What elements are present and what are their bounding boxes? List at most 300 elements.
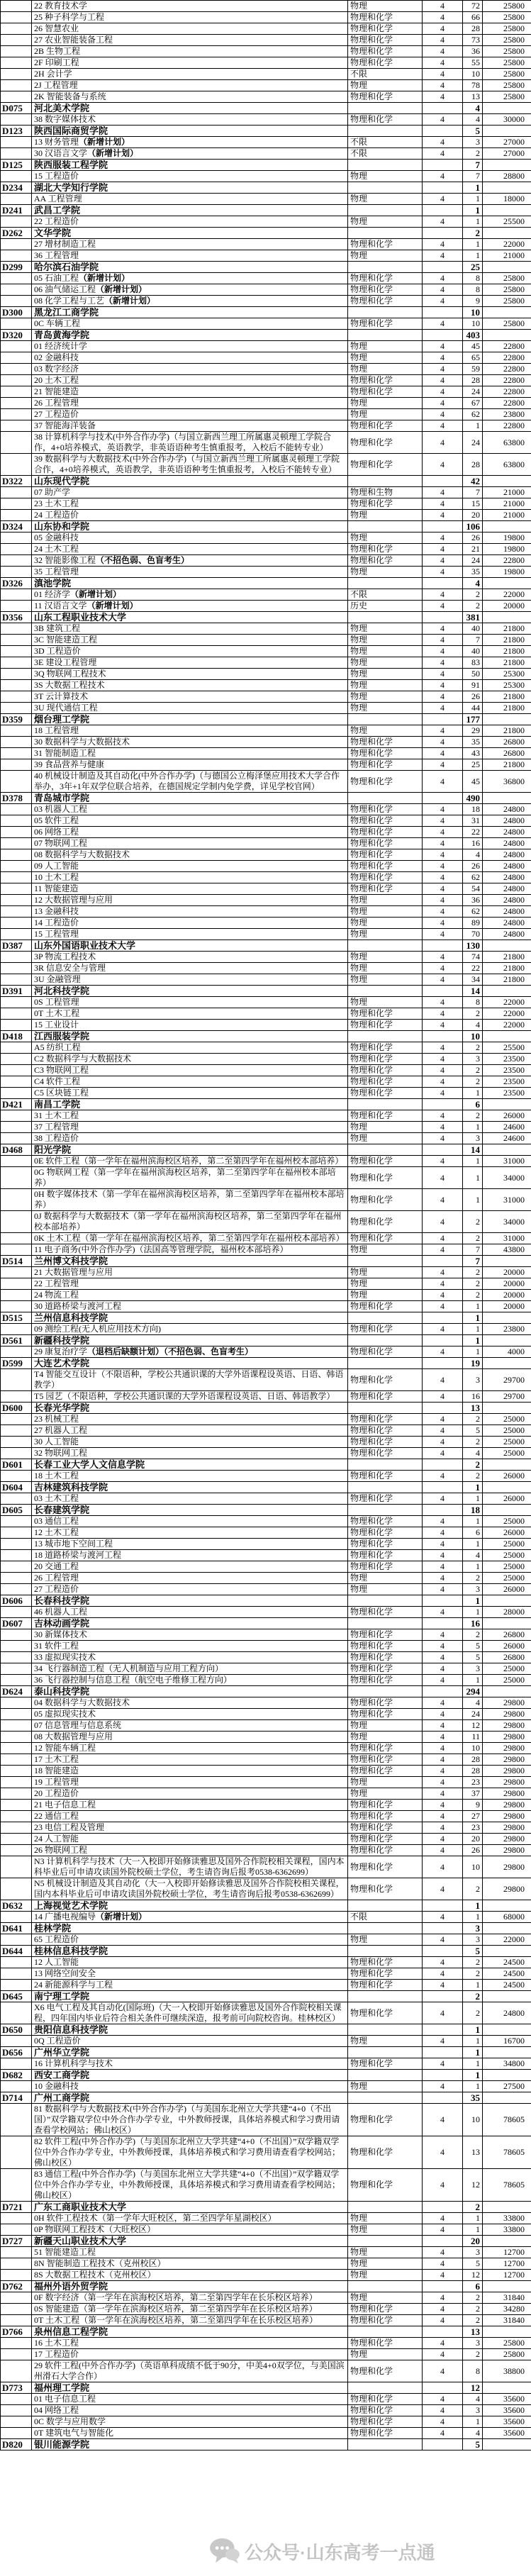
tuition-fee: 29800: [483, 1766, 531, 1777]
empty-code-cell: [1, 759, 32, 771]
tuition-fee: 21000: [483, 510, 531, 521]
tuition-fee: 38800: [483, 2360, 531, 2382]
tuition-fee: 29800: [483, 1754, 531, 1766]
school-row: [1, 2047, 531, 2058]
empty-code-cell: [1, 725, 32, 737]
major-name: 27 工程造价: [32, 409, 348, 420]
major-name: 04 数据科学与大数据技术: [32, 1697, 348, 1709]
school-row: [1, 2439, 531, 2450]
school-code: D601: [1, 1459, 32, 1471]
major-row: [1, 1732, 531, 1743]
study-years: 4: [423, 1324, 463, 1335]
school-total-quota: 1: [463, 1900, 483, 1912]
tuition-fee: 16700: [483, 2036, 531, 2047]
major-name: 24 新能源科学与工程: [32, 1980, 348, 1991]
major-name: 36 工程管理: [32, 250, 348, 262]
empty-code-cell: [1, 589, 32, 601]
school-total-quota: 16: [463, 1618, 483, 1629]
fee-cell: [483, 1256, 531, 1267]
school-row: [1, 1595, 531, 1607]
plan-quota: 2: [463, 1110, 483, 1122]
subject-requirement: 物理和化学: [348, 804, 423, 815]
fee-cell: [483, 307, 531, 318]
major-row: [1, 748, 531, 759]
major-name: 05 金融科技: [32, 533, 348, 544]
subject-requirement: 物理: [348, 1934, 423, 1946]
fee-cell: [483, 330, 531, 341]
major-name: 0C 数学与应用数学: [32, 2416, 348, 2428]
school-code: D682: [1, 2070, 32, 2081]
major-name: 30 人工智能: [32, 1437, 348, 1448]
school-name: 江西服装学院: [32, 1031, 348, 1042]
major-name: 3P 物流工程技术: [32, 952, 348, 963]
empty-code-cell: [1, 2104, 32, 2136]
plan-quota: 40: [463, 623, 483, 635]
study-years: 4: [423, 2224, 463, 2236]
major-row: [1, 1584, 531, 1595]
empty-code-cell: [1, 2304, 32, 2315]
subject-cell: [348, 1991, 423, 2002]
subject-cell: [348, 126, 423, 137]
major-name: 20 工程造价: [32, 1788, 348, 1800]
years-cell: [423, 1482, 463, 1493]
school-name: 陕西服装工程学院: [32, 160, 348, 171]
school-name: 广东工商职业技术大学: [32, 2202, 348, 2213]
major-row: [1, 432, 531, 454]
plan-quota: 4: [463, 1448, 483, 1459]
study-years: 4: [423, 737, 463, 748]
fee-cell: [483, 521, 531, 533]
empty-code-cell: [1, 963, 32, 974]
tuition-fee: 63800: [483, 432, 531, 454]
plan-quota: 3: [463, 1663, 483, 1675]
empty-code-cell: [1, 623, 32, 635]
major-name: 32 智能影像工程（不招色弱、色盲考生）: [32, 555, 348, 567]
plan-quota: 62: [463, 872, 483, 883]
plan-quota: 34: [463, 974, 483, 986]
major-name: 0H 软件工程技术（第一学年大旺校区，第二至四学年星湖校区）: [32, 2213, 348, 2224]
major-row: [1, 635, 531, 646]
tuition-fee: 24500: [483, 1968, 531, 1980]
tuition-fee: 29800: [483, 1834, 531, 1845]
empty-code-cell: [1, 2002, 32, 2024]
tuition-fee: 30000: [483, 114, 531, 126]
major-name: 24 物流工程: [32, 1290, 348, 1301]
tuition-fee: 23500: [483, 1065, 531, 1076]
school-total-quota: 381: [463, 612, 483, 623]
major-row: [1, 1561, 531, 1573]
school-total-quota: 1: [463, 2024, 483, 2036]
plan-quota: 1: [463, 239, 483, 250]
plan-quota: 22: [463, 827, 483, 838]
subject-cell: [348, 1335, 423, 1346]
subject-requirement: 物理和化学: [348, 2304, 423, 2315]
subject-cell: [348, 182, 423, 194]
school-row: [1, 1900, 531, 1912]
fee-cell: [483, 1991, 531, 2002]
major-name: 05 软件工程: [32, 815, 348, 827]
plan-quota: 2: [463, 1278, 483, 1290]
study-years: 4: [423, 352, 463, 364]
years-cell: [423, 714, 463, 725]
tuition-fee: 24600: [483, 1122, 531, 1133]
subject-cell: [348, 714, 423, 725]
tuition-fee: 22000: [483, 997, 531, 1008]
school-total-quota: 6: [463, 2281, 483, 2292]
plan-quota: 55: [463, 57, 483, 69]
major-row: [1, 2136, 531, 2169]
major-row: [1, 974, 531, 986]
plan-quota: 72: [463, 1, 483, 12]
school-row: [1, 1256, 531, 1267]
subject-requirement: 物理和化学: [348, 748, 423, 759]
study-years: 4: [423, 1042, 463, 1054]
subject-requirement: 物理: [348, 533, 423, 544]
major-name: 3B 建筑工程: [32, 623, 348, 635]
empty-code-cell: [1, 1652, 32, 1663]
plan-quota: 2: [463, 1290, 483, 1301]
subject-requirement: 物理和化学: [348, 2169, 423, 2202]
plan-quota: 1: [463, 2213, 483, 2224]
major-row: [1, 952, 531, 963]
empty-code-cell: [1, 997, 32, 1008]
study-years: 4: [423, 1754, 463, 1766]
empty-code-cell: [1, 498, 32, 510]
school-name: 湖北大学知行学院: [32, 182, 348, 194]
major-row: [1, 1189, 531, 1211]
tuition-fee: 22800: [483, 398, 531, 409]
major-name: 3E 建设工程管理: [32, 657, 348, 669]
study-years: 4: [423, 657, 463, 669]
study-years: 4: [423, 1573, 463, 1584]
major-name: C4 软件工程: [32, 1076, 348, 1088]
fee-cell: [483, 1595, 531, 1607]
major-row: [1, 1167, 531, 1189]
major-row: [1, 1471, 531, 1482]
major-name: 12 人工智能: [32, 1957, 348, 1968]
study-years: 4: [423, 2169, 463, 2202]
years-cell: [423, 182, 463, 194]
subject-cell: [348, 793, 423, 804]
subject-requirement: 物理和化学: [348, 1663, 423, 1675]
tuition-fee: 4000: [483, 1346, 531, 1358]
empty-code-cell: [1, 2258, 32, 2270]
school-row: [1, 2281, 531, 2292]
major-row: [1, 771, 531, 793]
empty-code-cell: [1, 1629, 32, 1641]
empty-code-cell: [1, 1822, 32, 1834]
major-name: 35 工程管理: [32, 567, 348, 578]
empty-code-cell: [1, 2349, 32, 2360]
plan-quota: 12: [463, 2169, 483, 2202]
school-name: 南宁理工学院: [32, 1991, 348, 2002]
plan-quota: 3: [463, 1054, 483, 1065]
study-years: 4: [423, 1471, 463, 1482]
tuition-fee: 24800: [483, 861, 531, 872]
major-name: 39 数据科学与大数据技术(中外合作办学)（与国立新西兰理工所属惠灵顿理工学院合作，4+0培养模式，英语教学，非英语语种考生慎重报考，入校后不能转专业）: [32, 454, 348, 476]
study-years: 4: [423, 2360, 463, 2382]
tuition-fee: 22800: [483, 386, 531, 398]
major-name: 26 工程管理: [32, 1573, 348, 1584]
study-years: 4: [423, 114, 463, 126]
major-row: [1, 1076, 531, 1088]
major-name: 36 飞行器控制与信息工程（航空电子维修工程方向）: [32, 1675, 348, 1686]
subject-requirement: 物理和化学: [348, 827, 423, 838]
tuition-fee: 29800: [483, 1878, 531, 1900]
subject-cell: [348, 986, 423, 997]
school-code: D515: [1, 1312, 32, 1324]
tuition-fee: 24800: [483, 872, 531, 883]
years-cell: [423, 2236, 463, 2247]
subject-requirement: 物理和化学: [348, 2405, 423, 2416]
plan-quota: 29: [463, 725, 483, 737]
school-code: D561: [1, 1335, 32, 1346]
study-years: 4: [423, 1076, 463, 1088]
study-years: 4: [423, 1065, 463, 1076]
school-code: D241: [1, 205, 32, 216]
major-row: [1, 364, 531, 375]
school-total-quota: 35: [463, 2092, 483, 2104]
major-name: 2B 生物工程: [32, 46, 348, 57]
study-years: 4: [423, 1980, 463, 1991]
school-total-quota: 2: [463, 1991, 483, 2002]
major-row: [1, 239, 531, 250]
school-row: [1, 476, 531, 487]
major-row: [1, 2304, 531, 2315]
major-row: [1, 1663, 531, 1675]
plan-quota: 59: [463, 364, 483, 375]
major-name: 07 信息管理与信息系统: [32, 1720, 348, 1732]
school-code: D606: [1, 1595, 32, 1607]
school-code: D234: [1, 182, 32, 194]
empty-code-cell: [1, 1133, 32, 1144]
major-name: 21 智能建造: [32, 386, 348, 398]
plan-quota: 15: [463, 498, 483, 510]
plan-quota: 1: [463, 2224, 483, 2236]
empty-code-cell: [1, 409, 32, 420]
plan-quota: 37: [463, 1788, 483, 1800]
school-row: [1, 2070, 531, 2081]
major-name: 0E 软件工程（第一学年在福州滨海校区培养，第二至第四学年在福州校本部培养）: [32, 1156, 348, 1167]
empty-code-cell: [1, 1346, 32, 1358]
empty-code-cell: [1, 114, 32, 126]
major-row: [1, 691, 531, 703]
fee-cell: [483, 1618, 531, 1629]
fee-cell: [483, 2047, 531, 2058]
subject-requirement: 物理: [348, 1244, 423, 1256]
major-row: [1, 23, 531, 35]
study-years: 4: [423, 57, 463, 69]
study-years: 4: [423, 2338, 463, 2349]
plan-quota: 1: [463, 1167, 483, 1189]
school-row: [1, 1923, 531, 1934]
subject-requirement: 物理和化学: [348, 432, 423, 454]
study-years: 4: [423, 409, 463, 420]
years-cell: [423, 1900, 463, 1912]
plan-quota: 4: [463, 1020, 483, 1031]
major-name: 18 道路桥梁与渡河工程: [32, 1550, 348, 1561]
subject-requirement: 物理和化学: [348, 883, 423, 895]
subject-requirement: 物理: [348, 657, 423, 669]
subject-cell: [348, 2382, 423, 2394]
subject-requirement: 物理和化学: [348, 1697, 423, 1709]
subject-requirement: 物理: [348, 2258, 423, 2270]
school-name: 文华学院: [32, 228, 348, 239]
subject-requirement: 不限: [348, 1912, 423, 1923]
school-total-quota: 1: [463, 1312, 483, 1324]
major-row: [1, 533, 531, 544]
major-name: 16 计算机科学与技术: [32, 2058, 348, 2070]
major-name: 30 汉语言文学（新增计划）: [32, 148, 348, 160]
fee-cell: [483, 2092, 531, 2104]
empty-code-cell: [1, 386, 32, 398]
school-name: 哈尔滨石油学院: [32, 262, 348, 273]
major-row: [1, 398, 531, 409]
school-code: D604: [1, 1482, 32, 1493]
study-years: 4: [423, 239, 463, 250]
school-row: [1, 2092, 531, 2104]
major-name: 0T 土木工程: [32, 1008, 348, 1020]
major-name: 08 大数据管理与应用: [32, 1732, 348, 1743]
school-row: [1, 940, 531, 952]
study-years: 4: [423, 341, 463, 352]
major-name: 3U 现代通信工程: [32, 703, 348, 714]
plan-quota: 1: [463, 2058, 483, 2070]
empty-code-cell: [1, 1156, 32, 1167]
subject-requirement: 物理和化学: [348, 2360, 423, 2382]
major-row: [1, 1743, 531, 1754]
major-row: [1, 997, 531, 1008]
subject-requirement: 物理和化学: [348, 2394, 423, 2405]
plan-quota: 16: [463, 1391, 483, 1403]
empty-code-cell: [1, 57, 32, 69]
subject-requirement: 物理和化学: [348, 838, 423, 849]
major-row: [1, 2058, 531, 2070]
empty-code-cell: [1, 1754, 32, 1766]
major-name: 20 交通工程: [32, 1561, 348, 1573]
subject-requirement: 物理和化学: [348, 1110, 423, 1122]
school-row: [1, 228, 531, 239]
plan-quota: 1: [463, 194, 483, 205]
study-years: 4: [423, 2247, 463, 2258]
subject-requirement: 物理和化学: [348, 1167, 423, 1189]
major-row: [1, 929, 531, 940]
empty-code-cell: [1, 1539, 32, 1550]
empty-code-cell: [1, 1584, 32, 1595]
major-name: 29 康复治疗学（退档后缺额计划）（不招色弱、色盲考生）: [32, 1346, 348, 1358]
subject-cell: [348, 940, 423, 952]
major-row: [1, 1834, 531, 1845]
years-cell: [423, 103, 463, 114]
major-name: 22 通信工程: [32, 1811, 348, 1822]
subject-requirement: 物理和化学: [348, 1800, 423, 1811]
major-name: 37 智能海洋装备: [32, 420, 348, 432]
major-row: [1, 861, 531, 872]
plan-quota: 2: [463, 601, 483, 612]
plan-quota: 26: [463, 533, 483, 544]
major-row: [1, 1957, 531, 1968]
empty-code-cell: [1, 35, 32, 46]
plan-quota: 11: [463, 1732, 483, 1743]
subject-requirement: 物理和化学: [348, 1065, 423, 1076]
major-name: 24 土木工程: [32, 544, 348, 555]
major-name: 51 智能建造工程: [32, 2247, 348, 2258]
subject-requirement: 物理: [348, 250, 423, 262]
study-years: 4: [423, 906, 463, 918]
subject-requirement: 物理: [348, 1290, 423, 1301]
major-row: [1, 759, 531, 771]
major-name: 27 增材制造工程: [32, 239, 348, 250]
empty-code-cell: [1, 454, 32, 476]
plan-quota: 2: [463, 2349, 483, 2360]
study-years: 4: [423, 646, 463, 657]
tuition-fee: 26000: [483, 1493, 531, 1505]
plan-quota: 50: [463, 669, 483, 680]
empty-code-cell: [1, 194, 32, 205]
years-cell: [423, 1946, 463, 1957]
major-name: 26 工程管理: [32, 398, 348, 409]
empty-code-cell: [1, 544, 32, 555]
subject-requirement: 物理和化学: [348, 2104, 423, 2136]
major-name: 01 经济学（新增计划）: [32, 589, 348, 601]
empty-code-cell: [1, 1980, 32, 1991]
study-years: 4: [423, 1720, 463, 1732]
empty-code-cell: [1, 2136, 32, 2169]
school-name: 武昌工学院: [32, 205, 348, 216]
plan-quota: 2: [463, 2292, 483, 2304]
tuition-fee: 25800: [483, 91, 531, 103]
empty-code-cell: [1, 2360, 32, 2382]
plan-quota: 62: [463, 906, 483, 918]
tuition-fee: 26800: [483, 1652, 531, 1663]
tuition-fee: 26800: [483, 737, 531, 748]
subject-requirement: 物理和化学: [348, 35, 423, 46]
major-name: 33 虚拟现实技术: [32, 1652, 348, 1663]
school-total-quota: 2: [463, 228, 483, 239]
empty-code-cell: [1, 1189, 32, 1211]
years-cell: [423, 1335, 463, 1346]
plan-quota: 1: [463, 1912, 483, 1923]
school-row: [1, 521, 531, 533]
subject-requirement: 物理和化学: [348, 1968, 423, 1980]
school-row: [1, 986, 531, 997]
school-row: [1, 1099, 531, 1110]
plan-quota: 18: [463, 804, 483, 815]
subject-cell: [348, 1595, 423, 1607]
tuition-fee: 21800: [483, 703, 531, 714]
plan-quota: 3: [463, 2405, 483, 2416]
subject-requirement: 物理和化学: [348, 1856, 423, 1878]
subject-cell: [348, 2202, 423, 2213]
tuition-fee: 27000: [483, 148, 531, 160]
subject-requirement: 物理和化学: [348, 1042, 423, 1054]
empty-code-cell: [1, 872, 32, 883]
major-row: [1, 2169, 531, 2202]
fee-cell: [483, 228, 531, 239]
study-years: 4: [423, 2416, 463, 2428]
study-years: 4: [423, 137, 463, 148]
major-name: 10 土木工程: [32, 872, 348, 883]
major-name: N3 计算机科学与技术（大一入校即开始修读雅思及国外合作院校相关课程，国内本科毕业后可申请攻读国外院校硕士学位，考生请咨询后报考0538-6362699）: [32, 1856, 348, 1878]
subject-requirement: 历史: [348, 601, 423, 612]
major-row: [1, 296, 531, 307]
subject-requirement: 物理: [348, 646, 423, 657]
major-name: 11 智能建造: [32, 883, 348, 895]
empty-code-cell: [1, 1110, 32, 1122]
study-years: 4: [423, 1934, 463, 1946]
subject-cell: [348, 2439, 423, 2450]
school-code: D656: [1, 2047, 32, 2058]
